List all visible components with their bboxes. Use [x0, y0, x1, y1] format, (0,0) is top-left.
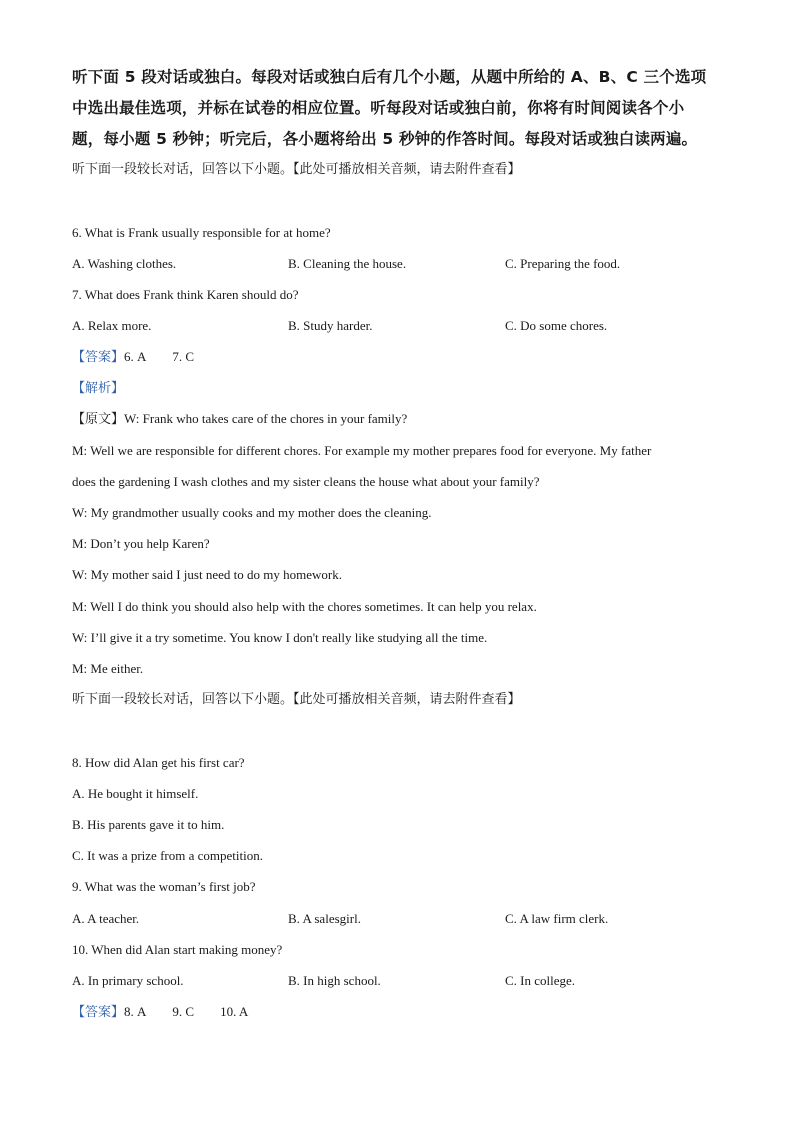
question-8-option-b: B. His parents gave it to him. [72, 817, 225, 832]
transcript-line-8: W: I’ll give it a try sometime. You know I don't really like studying all the time. [72, 630, 488, 645]
intro-line-1: 听下面 5 段对话或独白。每段对话或独白后有几个小题，从题中所给的 A、B、C 三个选项 [72, 68, 707, 86]
question-8-option-c: C. It was a prize from a competition. [72, 848, 263, 863]
question-6-option-a: A. Washing clothes. [72, 256, 177, 271]
question-10-option-c: C. In college. [505, 973, 576, 988]
question-7-stem: 7. What does Frank think Karen should do? [72, 287, 299, 302]
question-9-option-a: A. A teacher. [72, 911, 140, 926]
listening-instruction-2: 听下面一段较长对话，回答以下小题。【此处可播放相关音频，请去附件查看】 [72, 692, 521, 707]
analysis-label: 【解析】 [72, 381, 125, 396]
section-intro [72, 62, 722, 155]
question-9-option-c: C. A law firm clerk. [505, 911, 609, 926]
answer-10: 10. A [220, 1004, 249, 1019]
transcript-line-4: W: My grandmother usually cooks and my mother does the cleaning. [72, 505, 432, 520]
question-8-option-a: A. He bought it himself. [72, 786, 199, 801]
answer-line-1 [72, 348, 194, 367]
listening-instruction-1: 听下面一段较长对话，回答以下小题。【此处可播放相关音频，请去附件查看】 [72, 162, 521, 177]
transcript-line-9: M: Me either. [72, 661, 144, 676]
question-10-stem: 10. When did Alan start making money? [72, 942, 283, 957]
question-9-option-b: B. A salesgirl. [288, 911, 361, 926]
answer-9: 9. C [172, 1004, 195, 1019]
transcript-line-3: does the gardening I wash clothes and my sister cleans the house what about your family? [72, 474, 540, 489]
transcript-line-2: M: Well we are responsible for different chores. For example my mother prepares food for everyone. My father [72, 443, 652, 458]
answer-6: 6. A [124, 349, 147, 364]
transcript-label: 【原文】 [72, 412, 125, 427]
question-10-option-a: A. In primary school. [72, 973, 184, 988]
answer-line-2 [72, 1003, 248, 1022]
intro-line-2: 中选出最佳选项，并标在试卷的相应位置。听每段对话或独白前，你将有时间阅读各个小 [72, 99, 685, 117]
question-8-stem: 8. How did Alan get his first car? [72, 755, 245, 770]
question-6-option-b: B. Cleaning the house. [288, 256, 407, 271]
question-10-option-b: B. In high school. [288, 973, 381, 988]
question-9-stem: 9. What was the woman’s first job? [72, 879, 256, 894]
answer-label: 【答案】 [72, 350, 125, 365]
transcript-line-5: M: Don’t you help Karen? [72, 536, 210, 551]
question-6-stem: 6. What is Frank usually responsible for at home? [72, 225, 331, 240]
analysis-line [72, 379, 124, 398]
question-6-option-c: C. Preparing the food. [505, 256, 621, 271]
transcript-line-7: M: Well I do think you should also help with the chores sometimes. It can help you relax. [72, 599, 537, 614]
answer-label: 【答案】 [72, 1005, 125, 1020]
question-7-option-a: A. Relax more. [72, 318, 152, 333]
answer-7: 7. C [172, 349, 195, 364]
answer-8: 8. A [124, 1004, 147, 1019]
intro-line-3: 题，每小题 5 秒钟；听完后，各小题将给出 5 秒钟的作答时间。每段对话或独白读两遍。 [72, 130, 698, 148]
question-7-option-c: C. Do some chores. [505, 318, 608, 333]
transcript-line-6: W: My mother said I just need to do my homework. [72, 567, 342, 582]
question-7-option-b: B. Study harder. [288, 318, 373, 333]
transcript-line-1: 【原文】W: Frank who takes care of the chores in your family? [72, 411, 408, 427]
